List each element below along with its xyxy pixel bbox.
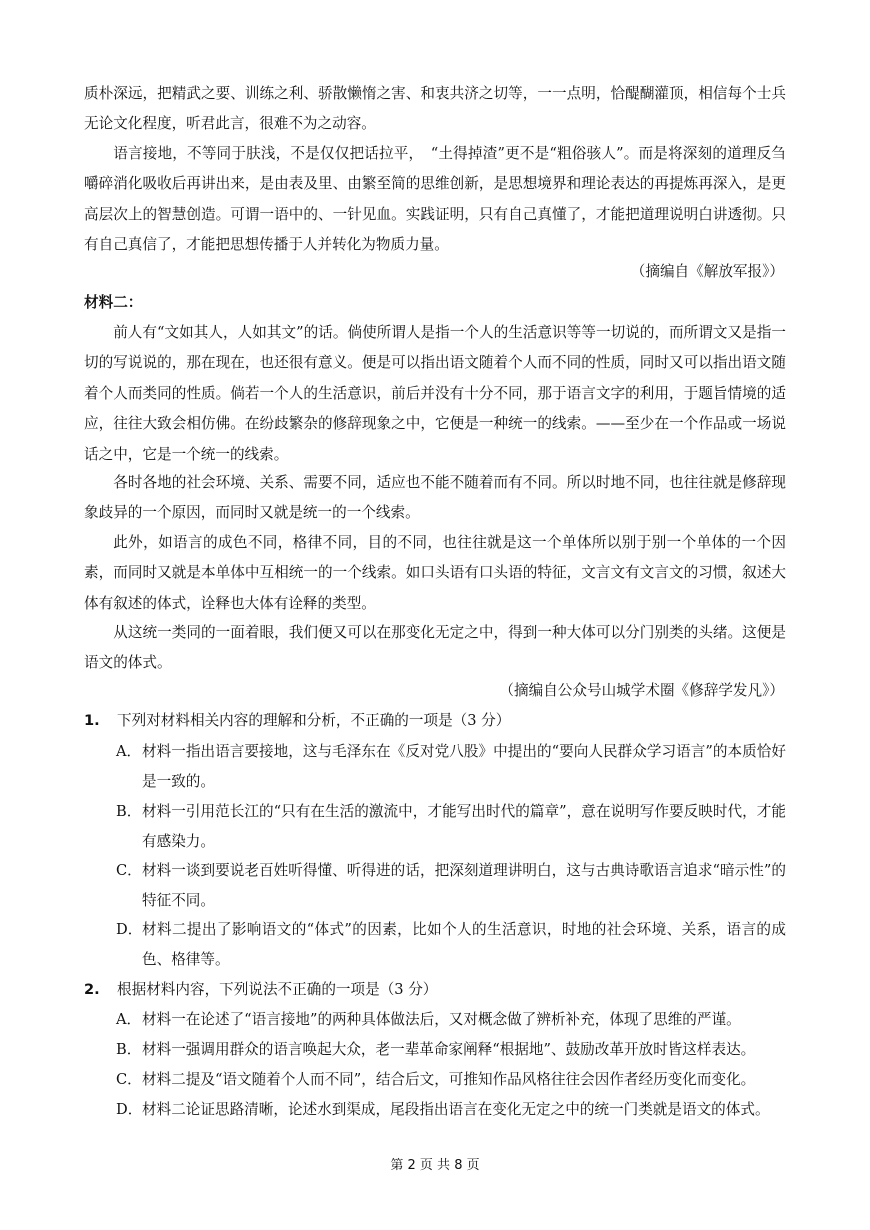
paragraph: 各时各地的社会环境、关系、需要不同，适应也不能不随着而有不同。所以时地不同，也往往就是修辞现象歧异的一个原因，而同时又就是统一的一个线索。 (84, 474, 786, 522)
paragraph: 前人有“文如其人，人如其文”的话。倘使所谓人是指一个人的生活意识等等一切说的，而所谓文又是指一切的写说说的，那在现在，也还很有意义。便是可以指出语文随着个人而不同的性质，同时又可以指出语文随着个人而类同的性质。倘若一个人的生活意识，前后并没有十分不同，那于语言文字的利用，于题旨情境的适应，往往大致会相仿佛。在纷歧繁杂的修辞现象之中，它便是一种统一的线索。——至少在一个作品或一场说话之中，它是一个统一的线索。 (84, 324, 786, 463)
option-text: 材料一在论述了“语言接地”的两种具体做法后，又对概念做了辨析补充，体现了思维的严谨。 (142, 1011, 741, 1028)
material2-heading: 材料二： (84, 294, 143, 311)
option-letter: A． (116, 743, 142, 760)
question-number: 1. (84, 712, 100, 729)
option-a[interactable] (116, 1005, 786, 1035)
option-text: 材料一强调用群众的语言唤起大众，老一辈革命家阐释“根据地”、鼓励改革开放时皆这样表达。 (142, 1041, 756, 1058)
option-text: 材料二论证思路清晰，论述水到渠成，尾段指出语言在变化无定之中的统一门类就是语文的体式。 (142, 1101, 770, 1118)
option-d[interactable] (116, 1095, 786, 1125)
option-letter: C． (116, 1071, 142, 1088)
option-a[interactable] (116, 737, 786, 798)
paragraph: 质朴深远，把精武之要、训练之利、骄散懒惰之害、和衷共济之切等，一一点明，恰醍醐灌顶，相信每个士兵无论文化程度，听君此言，很难不为之动容。 (84, 85, 786, 133)
option-letter: D． (116, 921, 143, 938)
option-text: 材料二提出了影响语文的“体式”的因素，比如个人的生活意识，时地的社会环境、关系，语言的成色、格律等。 (142, 921, 786, 969)
paragraph: 语言接地，不等同于肤浅，不是仅仅把话拉平， “土得掉渣”更不是“粗俗骇人”。而是将深刻的道理反刍嚼碎消化吸收后再讲出来，是由表及里、由繁至简的思维创新，是思想境界和理论表达的再提炼再深入，是更高层次上的智慧创造。可谓一语中的、一针见血。实践证明，只有自己真懂了，才能把道理说明白讲透彻。只有自己真信了，才能把思想传播于人并转化为物质力量。 (84, 145, 786, 254)
option-letter: C． (116, 862, 142, 879)
option-b[interactable] (116, 1035, 786, 1065)
option-c[interactable] (116, 856, 786, 917)
option-letter: D． (116, 1101, 143, 1118)
option-text: 材料一指出语言要接地，这与毛泽东在《反对党八股》中提出的“要向人民群众学习语言”的本质恰好是一致的。 (142, 743, 786, 791)
material1-paragraph-end (84, 79, 786, 140)
material1-source: （摘编自《解放军报》） (630, 263, 784, 280)
option-letter: A． (116, 1011, 142, 1028)
material2-source: （摘编自公众号山城学术圈《修辞学发凡》） (499, 682, 784, 699)
material2-paragraph-2 (84, 468, 786, 529)
option-text: 材料一引用范长江的“只有在生活的激流中，才能写出时代的篇章”，意在说明写作要反映时代，才能有感染力。 (142, 803, 786, 851)
material2-paragraph-3 (84, 528, 786, 619)
question-number: 2. (84, 981, 100, 998)
option-letter: B． (116, 803, 142, 820)
question-stem: 根据材料内容，下列说法不正确的一项是（3 分） (117, 981, 438, 998)
option-b[interactable] (116, 797, 786, 858)
question-stem: 下列对材料相关内容的理解和分析，不正确的一项是（3 分） (117, 712, 511, 729)
option-d[interactable] (116, 915, 786, 976)
page-footer: 第 2 页 共 8 页 (390, 1158, 480, 1173)
option-c[interactable] (116, 1065, 786, 1095)
paragraph: 此外，如语言的成色不同，格律不同，目的不同，也往往就是这一个单体所以别于别一个单体的一个因素，而同时又就是本单体中互相统一的一个线索。如口头语有口头语的特征，文言文有文言文的习惯，叙述大体有叙述的体式，诠释也大体有诠释的类型。 (84, 534, 786, 612)
material1-paragraph-2 (84, 139, 786, 261)
option-text: 材料二提及“语文随着个人而不同”，结合后文，可推知作品风格往往会因作者经历变化而变化。 (142, 1071, 756, 1088)
paragraph: 从这统一类同的一面着眼，我们便又可以在那变化无定之中，得到一种大体可以分门别类的头绪。这便是语文的体式。 (84, 624, 786, 672)
material2-paragraph-1 (84, 318, 786, 470)
option-letter: B． (116, 1041, 142, 1058)
material2-paragraph-4 (84, 618, 786, 679)
option-text: 材料一谈到要说老百姓听得懂、听得进的话，把深刻道理讲明白，这与古典诗歌语言追求“暗示性”的特征不同。 (142, 862, 786, 910)
